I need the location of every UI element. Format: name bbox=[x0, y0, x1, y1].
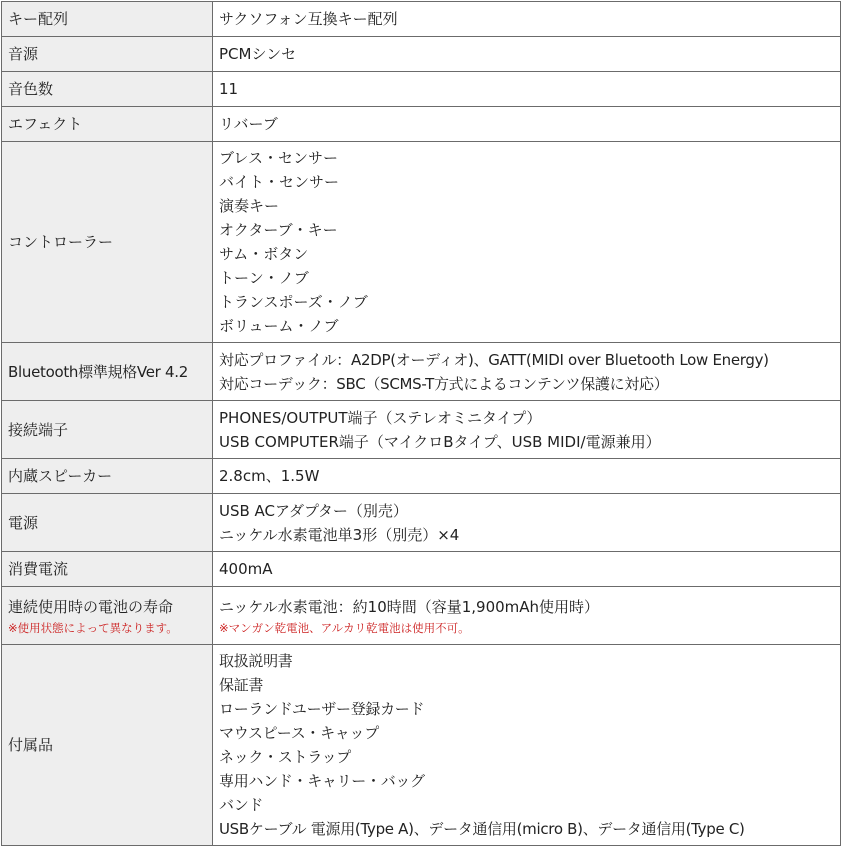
row-label: エフェクト bbox=[2, 107, 213, 142]
row-value bbox=[213, 494, 841, 552]
value-note: ※マンガン乾電池、アルカリ乾電池は使用不可。 bbox=[219, 620, 470, 635]
value-line: 取扱説明書 bbox=[219, 652, 293, 670]
row-value bbox=[213, 107, 841, 142]
row-value bbox=[213, 72, 841, 107]
row-controllers bbox=[2, 142, 841, 343]
value-line: 対応コーデック：SBC（SCMS-T方式によるコンテンツ保護に対応） bbox=[219, 374, 669, 393]
row-value bbox=[213, 142, 841, 343]
row-label: キー配列 bbox=[2, 2, 213, 37]
value-line: 専用ハンド・キャリー・バッグ bbox=[219, 772, 425, 790]
row-speaker bbox=[2, 459, 841, 494]
value-line: トランスポーズ・ノブ bbox=[219, 293, 368, 311]
spec-table bbox=[1, 1, 841, 846]
value-line: 演奏キー bbox=[219, 197, 280, 215]
value-line: USB COMPUTER端子（マイクロBタイプ、USB MIDI/電源兼用） bbox=[219, 432, 661, 451]
row-battery-life bbox=[2, 587, 841, 645]
value-line: 対応プロファイル：A2DP(オーディオ)、GATT(MIDI over Bluetooth Low Energy) bbox=[219, 350, 769, 369]
row-bluetooth bbox=[2, 343, 841, 401]
row-key-layout bbox=[2, 2, 841, 37]
value-line: ニッケル水素電池：約10時間（容量1,900mAh使用時） bbox=[219, 597, 600, 616]
row-label: 内蔵スピーカー bbox=[2, 459, 213, 494]
value-line: ネック・ストラップ bbox=[219, 748, 352, 766]
row-value bbox=[213, 343, 841, 401]
value-line: リバーブ bbox=[219, 115, 278, 133]
value-line: バイト・センサー bbox=[219, 173, 340, 191]
value-line: USBケーブル 電源用(Type A)、データ通信用(micro B)、データ通信用(Type C) bbox=[219, 820, 745, 838]
row-value bbox=[213, 2, 841, 37]
value-line: トーン・ノブ bbox=[219, 269, 309, 287]
row-sound-source bbox=[2, 37, 841, 72]
value-line: ボリューム・ノブ bbox=[219, 317, 339, 335]
value-line: PCMシンセ bbox=[219, 45, 297, 63]
row-label: 消費電流 bbox=[2, 552, 213, 587]
row-label-note: ※使用状態によって異なります。 bbox=[8, 620, 178, 635]
row-label: 音源 bbox=[2, 37, 213, 72]
value-line: マウスピース・キャップ bbox=[219, 724, 379, 742]
spec-table-body bbox=[2, 2, 841, 846]
value-line: 2.8cm、1.5W bbox=[219, 467, 320, 485]
row-label-cell bbox=[2, 587, 213, 645]
value-line: オクターブ・キー bbox=[219, 221, 338, 239]
row-value bbox=[213, 37, 841, 72]
value-line: バンド bbox=[219, 796, 264, 814]
row-label: コントローラー bbox=[2, 142, 213, 343]
row-accessories bbox=[2, 645, 841, 846]
value-line: 11 bbox=[219, 80, 239, 98]
row-connectors bbox=[2, 401, 841, 459]
value-line: ニッケル水素電池単3形（別売）×4 bbox=[219, 525, 460, 544]
row-current-draw bbox=[2, 552, 841, 587]
row-label: 音色数 bbox=[2, 72, 213, 107]
row-label: 付属品 bbox=[2, 645, 213, 846]
row-label: 電源 bbox=[2, 494, 213, 552]
value-line: サム・ボタン bbox=[219, 245, 309, 263]
row-value bbox=[213, 587, 841, 645]
row-tone-count bbox=[2, 72, 841, 107]
row-value bbox=[213, 645, 841, 846]
row-effects bbox=[2, 107, 841, 142]
value-line: ローランドユーザー登録カード bbox=[219, 700, 425, 718]
row-value bbox=[213, 552, 841, 587]
value-line: 400mA bbox=[219, 560, 273, 578]
value-line: 保証書 bbox=[219, 676, 264, 694]
row-label: Bluetooth標準規格Ver 4.2 bbox=[2, 343, 213, 401]
row-value bbox=[213, 459, 841, 494]
value-line: PHONES/OUTPUT端子（ステレオミニタイプ） bbox=[219, 408, 542, 427]
value-line: USB ACアダプター（別売） bbox=[219, 501, 408, 520]
value-line: ブレス・センサー bbox=[219, 149, 338, 167]
value-line: サクソフォン互換キー配列 bbox=[219, 10, 398, 28]
row-value bbox=[213, 401, 841, 459]
row-label: 連続使用時の電池の寿命 bbox=[8, 597, 174, 616]
row-power-supply bbox=[2, 494, 841, 552]
row-label: 接続端子 bbox=[2, 401, 213, 459]
